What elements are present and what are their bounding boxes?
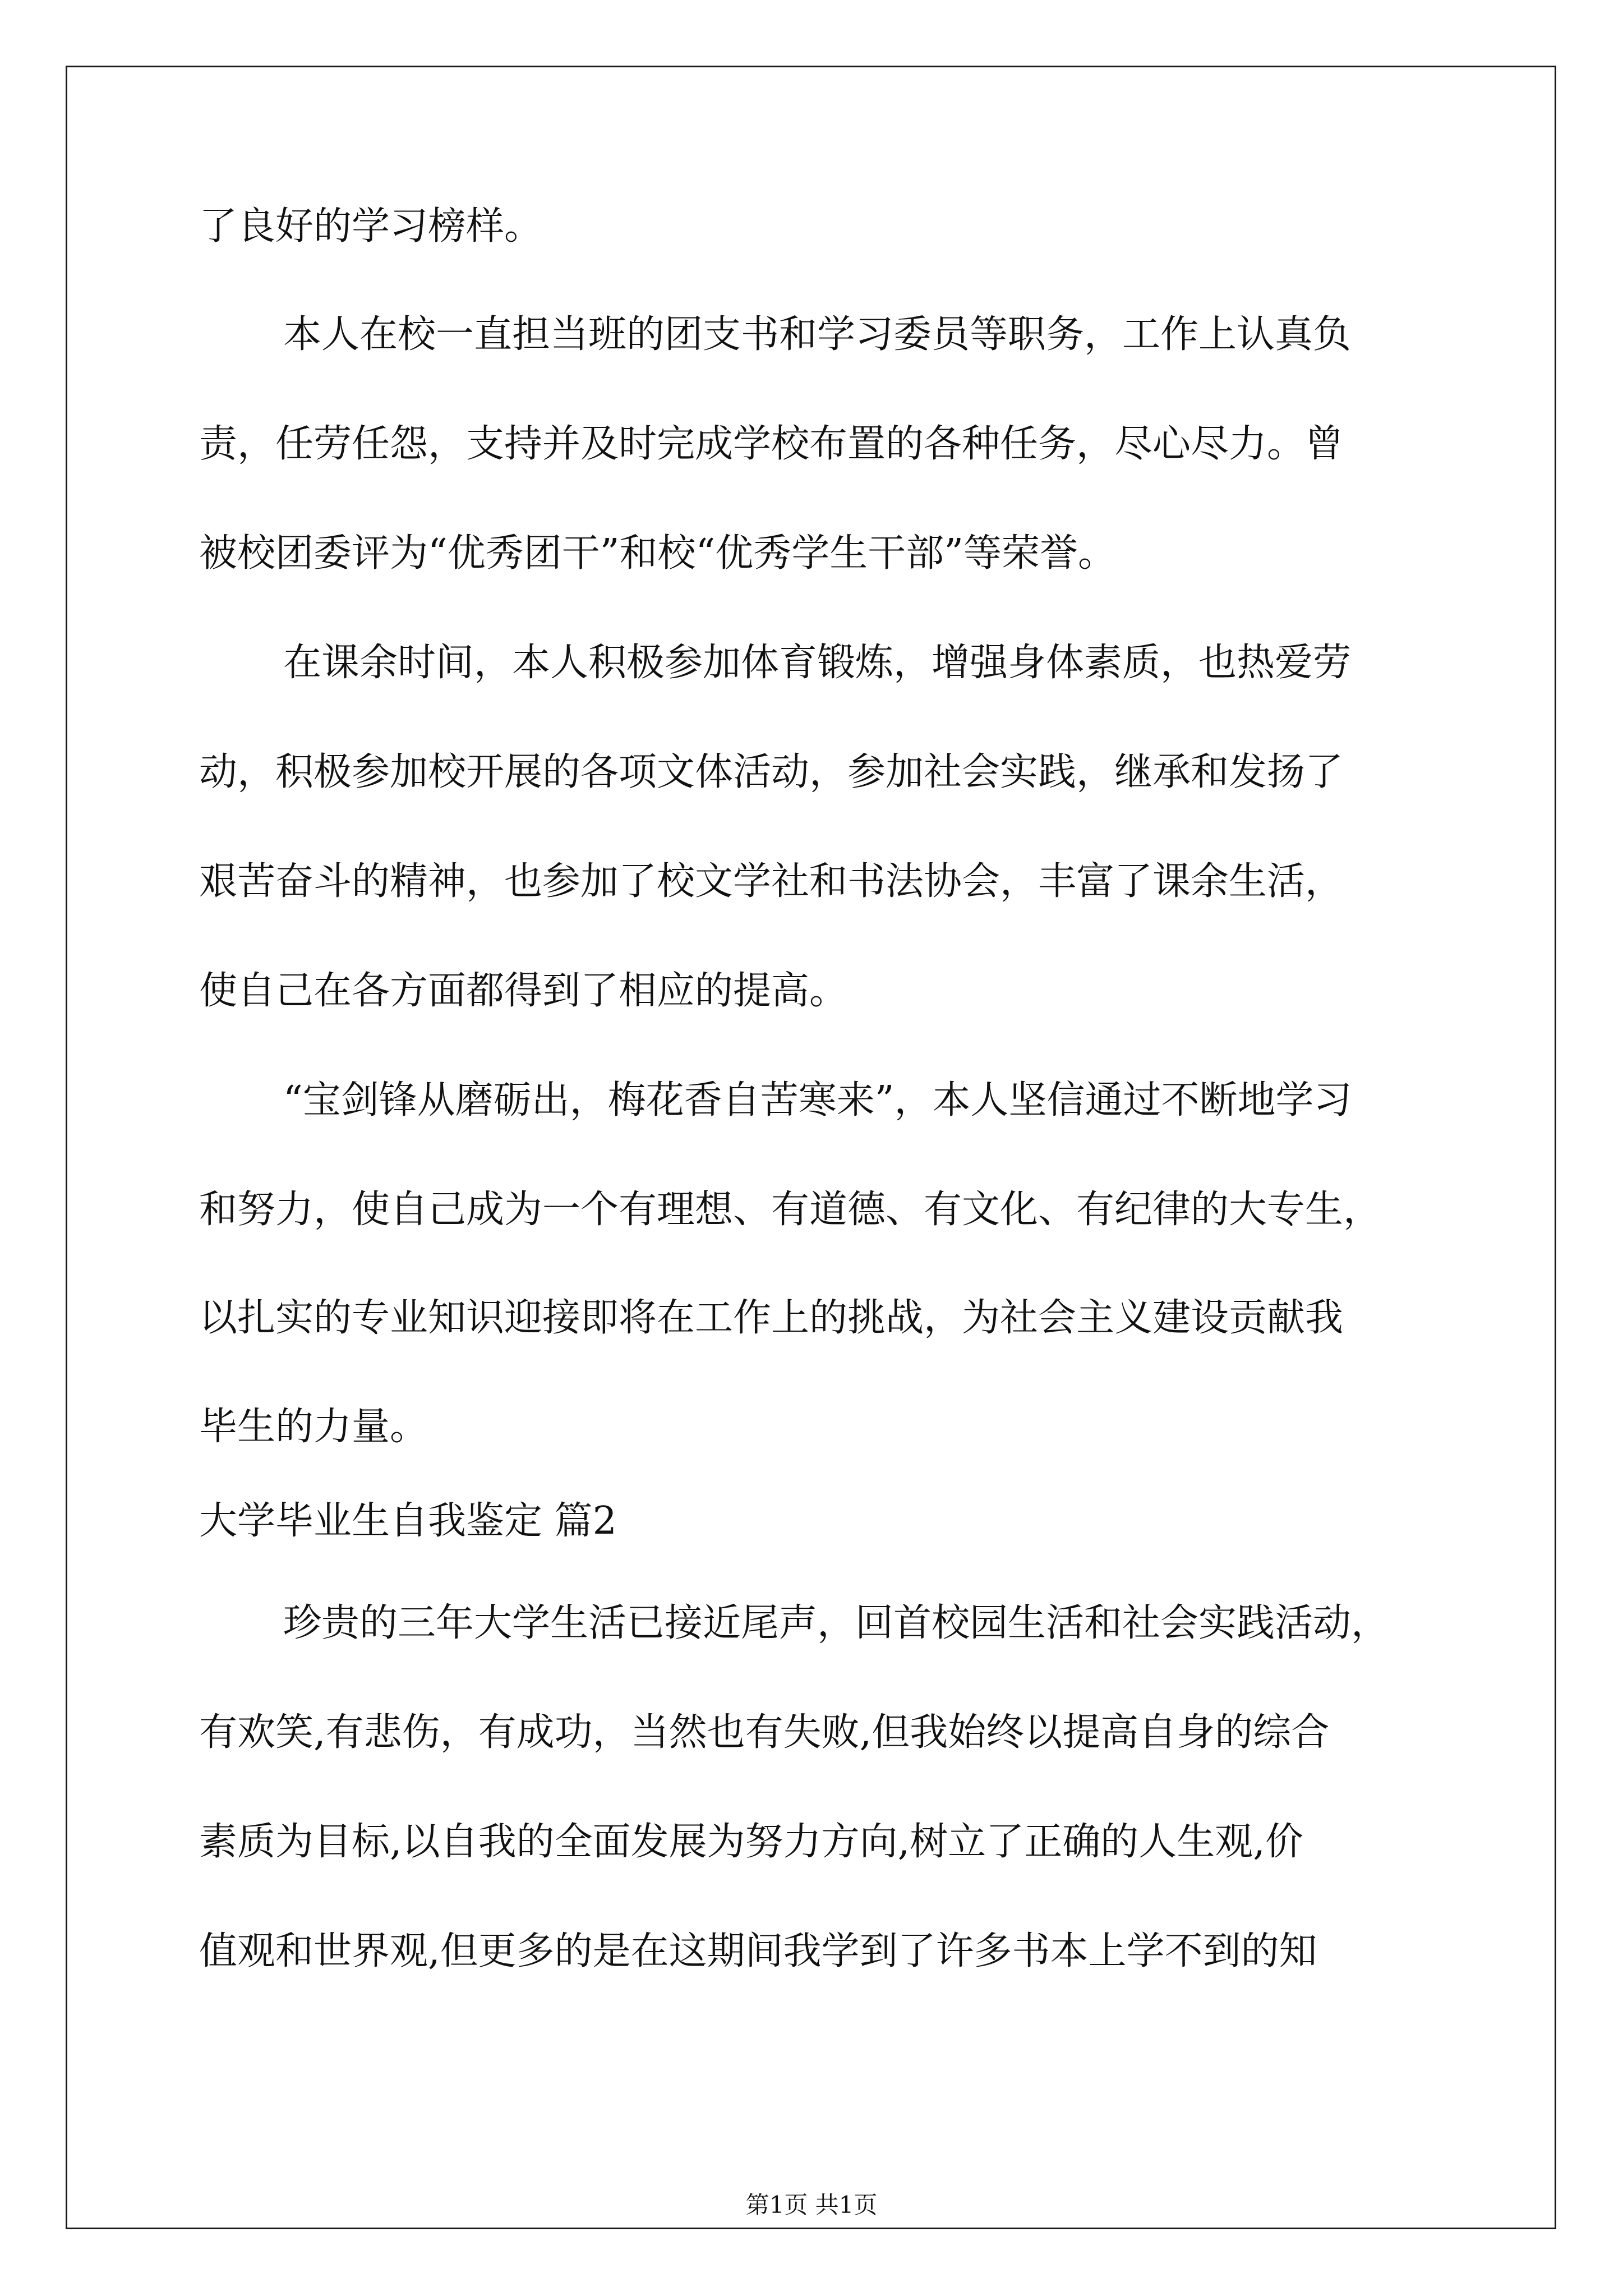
paragraph-line: 珍贵的三年大学生活已接近尾声，回首校园生活和社会实践活动， bbox=[283, 1601, 1390, 1645]
paragraph-line: 值观和世界观,但更多的是在这期间我学到了许多书本上学不到的知 bbox=[199, 1929, 1317, 1973]
paragraph-line: 有欢笑,有悲伤，有成功，当然也有失败,但我始终以提高自身的综合 bbox=[199, 1710, 1330, 1755]
paragraph-line: 责，任劳任怨，支持并及时完成学校布置的各种任务，尽心尽力。曾 bbox=[199, 422, 1344, 466]
paragraph-line: 素质为目标,以自我的全面发展为努力方向,树立了正确的人生观,价 bbox=[199, 1820, 1303, 1864]
paragraph-line: 被校团委评为“优秀团干”和校“优秀学生干部”等荣誉。 bbox=[199, 531, 1117, 576]
paragraph-line: 在课余时间，本人积极参加体育锻炼，增强身体素质，也热爱劳 bbox=[283, 641, 1352, 685]
page-footer: 第1页 共1页 bbox=[745, 2191, 878, 2219]
paragraph-line: 本人在校一直担当班的团支书和学习委员等职务，工作上认真负 bbox=[283, 312, 1352, 357]
paragraph-line: 毕生的力量。 bbox=[199, 1405, 428, 1449]
paragraph-line: “宝剑锋从磨砺出，梅花香自苦寒来”，本人坚信通过不断地学习 bbox=[283, 1078, 1352, 1122]
paragraph-line: 艰苦奋斗的精神，也参加了校文学社和书法协会，丰富了课余生活， bbox=[199, 859, 1344, 904]
paragraph-line: 了良好的学习榜样。 bbox=[199, 204, 543, 249]
paragraph-line: 动，积极参加校开展的各项文体活动，参加社会实践，继承和发扬了 bbox=[199, 750, 1344, 794]
paragraph-line: 以扎实的专业知识迎接即将在工作上的挑战，为社会主义建设贡献我 bbox=[199, 1296, 1344, 1340]
section-heading: 大学毕业生自我鉴定 篇2 bbox=[199, 1499, 617, 1543]
paragraph-line: 和努力，使自己成为一个有理想、有道德、有文化、有纪律的大专生， bbox=[199, 1188, 1382, 1232]
page-border bbox=[66, 66, 1556, 2229]
paragraph-line: 使自己在各方面都得到了相应的提高。 bbox=[199, 969, 848, 1013]
